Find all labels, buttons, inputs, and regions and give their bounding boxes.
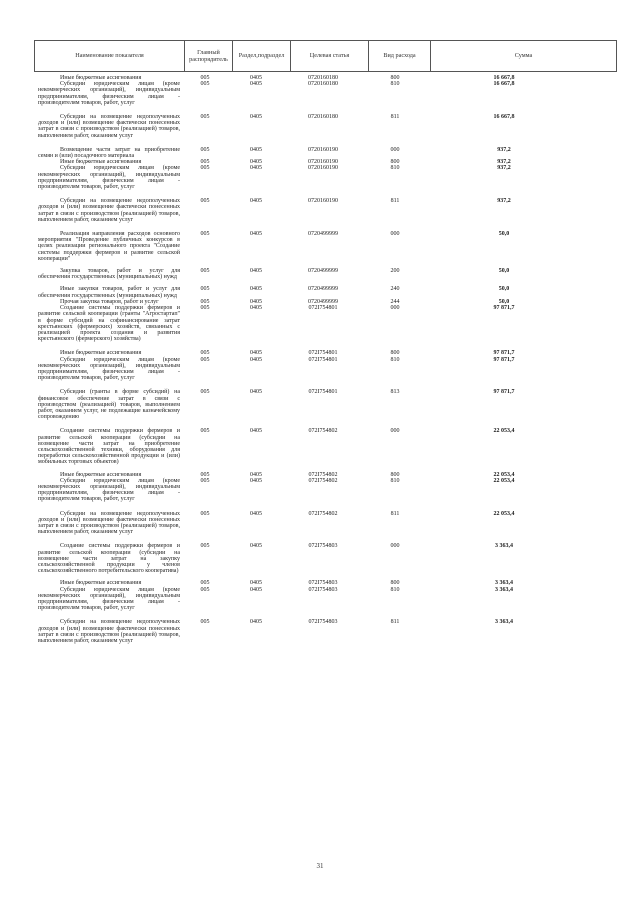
table-header — [34, 40, 617, 72]
row-expense-type: 810 — [390, 586, 400, 593]
row-sum: 937,2 — [497, 198, 511, 205]
row-section: 0405 — [250, 231, 262, 238]
row-section: 0405 — [250, 268, 262, 275]
row-sum: 22 053,4 — [493, 471, 515, 478]
table-row — [34, 389, 616, 420]
header-section: Раздел,подраздел — [233, 41, 291, 72]
row-section: 0405 — [250, 165, 262, 172]
row-expense-type: 000 — [390, 146, 400, 153]
row-target-article: 072I754801 — [308, 389, 338, 396]
row-sum: 97 871,7 — [493, 356, 515, 363]
table-row — [34, 81, 616, 106]
page-number: 31 — [316, 862, 324, 870]
table-row — [34, 478, 616, 503]
table-row — [34, 619, 616, 644]
row-main-manager: 005 — [200, 356, 210, 363]
row-section: 0405 — [250, 586, 262, 593]
row-section: 0405 — [250, 159, 262, 166]
row-name: Закупка товаров, работ и услуг для обеспечения государственных (муниципальных) нужд — [38, 268, 180, 281]
row-name: Создание системы поддержки фермеров и развитие сельской кооперации (субсидии на возмещение части затрат на приобретение сельскохозяйственной техники, оборудования для переработки сельскохозяйственной продукции и (или) мобильных торговых объектов) — [38, 428, 180, 466]
row-sum: 937,2 — [497, 146, 511, 153]
row-target-article: 072I754801 — [308, 305, 338, 312]
row-main-manager: 005 — [200, 114, 210, 121]
row-name: Субсидии юридическим лицам (кроме некоммерческих организаций), индивидуальным предпринимателям, физическим лицам - производителям товаров, работ, услуг — [38, 586, 180, 612]
row-section: 0405 — [250, 356, 262, 363]
row-expense-type: 800 — [390, 471, 400, 478]
row-expense-type: 800 — [390, 580, 400, 587]
row-expense-type: 810 — [390, 477, 400, 484]
row-name: Иные бюджетные ассигнования — [60, 471, 142, 478]
row-target-article: 0720499999 — [308, 286, 338, 293]
row-section: 0405 — [250, 298, 262, 305]
table-row — [34, 286, 616, 298]
row-section: 0405 — [250, 350, 262, 357]
row-main-manager: 005 — [200, 81, 210, 88]
table-row — [34, 147, 616, 159]
row-main-manager: 005 — [200, 477, 210, 484]
row-main-manager: 005 — [200, 543, 210, 550]
row-sum: 16 667,8 — [493, 81, 515, 88]
row-section: 0405 — [250, 198, 262, 205]
row-section: 0405 — [250, 389, 262, 396]
row-main-manager: 005 — [200, 165, 210, 172]
row-target-article: 072I754803 — [308, 580, 338, 587]
table-row — [34, 428, 616, 465]
row-expense-type: 810 — [390, 165, 400, 172]
row-name: Создание системы поддержки фермеров и развитие сельской кооперации (субсидии на возмещение части затрат на закупку сельскохозяйственной продукции у членов сельскохозяйственного потребительского кооператива) — [38, 543, 180, 575]
row-expense-type: 244 — [390, 298, 400, 305]
row-target-article: 0720499999 — [308, 298, 338, 305]
row-name: Создание системы поддержки фермеров и развитие сельской кооперации (гранты "Агростартап" в форме субсидий на софинансирование затрат крестьянских (фермерских) хозяйств, связанных с реализацией проекта создания и развития крестьянского (фермерского) хозяйства) — [38, 305, 180, 343]
row-section: 0405 — [250, 75, 262, 81]
row-expense-type: 800 — [390, 159, 400, 166]
row-main-manager: 005 — [200, 389, 210, 396]
table-body — [34, 75, 616, 644]
row-name: Прочая закупка товаров, работ и услуг — [60, 298, 159, 305]
table-row — [34, 587, 616, 612]
table-row — [34, 114, 616, 139]
row-section: 0405 — [250, 81, 262, 88]
header-sum: Сумма — [431, 41, 617, 72]
row-main-manager: 005 — [200, 231, 210, 238]
row-main-manager: 005 — [200, 305, 210, 312]
table-row — [34, 357, 616, 382]
row-sum: 937,2 — [497, 159, 511, 166]
row-main-manager: 005 — [200, 75, 210, 81]
row-section: 0405 — [250, 114, 262, 121]
row-expense-type: 810 — [390, 81, 400, 88]
row-name: Возмещение части затрат на приобретение семян и (или) посадочного материала — [38, 146, 180, 160]
row-expense-type: 800 — [390, 75, 400, 81]
table-row — [34, 198, 616, 223]
row-main-manager: 005 — [200, 159, 210, 166]
row-name: Реализация направления расходов основного мероприятия "Проведение публичных конкурсов в целях реализации регионального проекта "Создание системы поддержки фермеров и развитие сельской кооперации" — [38, 231, 180, 262]
row-name: Субсидии юридическим лицам (кроме некоммерческих организаций), индивидуальным предпринимателям, физическим лицам - производителям товаров, работ, услуг — [38, 477, 180, 503]
table-row — [34, 231, 616, 262]
row-main-manager: 005 — [200, 510, 210, 517]
row-sum: 22 053,4 — [493, 510, 515, 517]
row-target-article: 0720160180 — [308, 81, 338, 88]
row-target-article: 072I754802 — [308, 471, 338, 478]
row-target-article: 0720160190 — [308, 146, 338, 153]
row-target-article: 0720160190 — [308, 165, 338, 172]
row-section: 0405 — [250, 580, 262, 587]
document-page — [34, 40, 616, 644]
row-expense-type: 813 — [390, 389, 400, 396]
row-name: Субсидии на возмещение недополученных доходов и (или) возмещение фактически понесенных затрат в связи с производством (реализацией) товаров, выполнением работ, оказанием услуг — [38, 619, 180, 645]
row-section: 0405 — [250, 146, 262, 153]
row-main-manager: 005 — [200, 428, 210, 435]
row-expense-type: 000 — [390, 305, 400, 312]
row-expense-type: 811 — [390, 198, 400, 205]
row-name: Субсидии на возмещение недополученных доходов и (или) возмещение фактически понесенных затрат в связи с производством (реализацией) товаров, выполнением работ, оказанием услуг — [38, 114, 180, 139]
row-name: Иные бюджетные ассигнования — [60, 350, 142, 357]
row-name: Иные бюджетные ассигнования — [60, 75, 142, 81]
table-row — [34, 268, 616, 280]
row-main-manager: 005 — [200, 268, 210, 275]
row-sum: 937,2 — [497, 165, 511, 172]
row-main-manager: 005 — [200, 146, 210, 153]
row-expense-type: 800 — [390, 350, 400, 357]
row-name: Субсидии на возмещение недополученных доходов и (или) возмещение фактически понесенных затрат в связи с производством (реализацией) товаров, выполнением работ, оказанием услуг — [38, 510, 180, 536]
row-sum: 16 667,8 — [493, 114, 515, 121]
row-expense-type: 811 — [390, 510, 400, 517]
row-sum: 3 363,4 — [495, 580, 513, 587]
row-sum: 97 871,7 — [493, 350, 515, 357]
row-sum: 3 363,4 — [495, 619, 513, 626]
row-target-article: 0720160180 — [308, 114, 338, 121]
header-expense-type: Вид расхода — [369, 41, 431, 72]
row-section: 0405 — [250, 428, 262, 435]
row-sum: 22 053,4 — [493, 477, 515, 484]
row-target-article: 0720499999 — [308, 231, 338, 238]
row-expense-type: 811 — [390, 114, 400, 121]
table-row — [34, 543, 616, 574]
row-section: 0405 — [250, 543, 262, 550]
header-name: Наименование показателя — [35, 41, 185, 72]
row-target-article: 0720160190 — [308, 159, 338, 166]
row-section: 0405 — [250, 477, 262, 484]
row-main-manager: 005 — [200, 580, 210, 587]
row-name: Субсидии юридическим лицам (кроме некоммерческих организаций), индивидуальным предпринимателям, физическим лицам - производителям товаров, работ, услуг — [38, 165, 180, 191]
row-name: Субсидии на возмещение недополученных доходов и (или) возмещение фактически понесенных затрат в связи с производством (реализацией) товаров, выполнением работ, оказанием услуг — [38, 198, 180, 223]
row-sum: 3 363,4 — [495, 586, 513, 593]
row-sum: 3 363,4 — [495, 543, 513, 550]
row-target-article: 0720160190 — [308, 198, 338, 205]
row-sum: 50,0 — [498, 298, 510, 305]
row-main-manager: 005 — [200, 298, 210, 305]
row-section: 0405 — [250, 510, 262, 517]
row-name: Иные бюджетные ассигнования — [60, 159, 142, 166]
row-target-article: 072I754803 — [308, 543, 338, 550]
row-main-manager: 005 — [200, 586, 210, 593]
row-expense-type: 811 — [390, 619, 400, 626]
row-expense-type: 200 — [390, 268, 400, 275]
row-section: 0405 — [250, 305, 262, 312]
row-main-manager: 005 — [200, 619, 210, 626]
table-row — [34, 305, 616, 342]
row-name: Иные бюджетные ассигнования — [60, 580, 142, 587]
row-target-article: 0720160180 — [308, 75, 338, 81]
row-target-article: 0720499999 — [308, 268, 338, 275]
row-sum: 22 053,4 — [493, 428, 515, 435]
row-sum: 50,0 — [498, 286, 510, 293]
row-expense-type: 000 — [390, 231, 400, 238]
row-expense-type: 810 — [390, 356, 400, 363]
row-target-article: 072I754801 — [308, 350, 338, 357]
header-main-manager: Главный распорядитель — [185, 41, 233, 72]
row-expense-type: 000 — [390, 543, 400, 550]
row-name: Субсидии (гранты в форме субсидий) на финансовое обеспечение затрат в связи с производством (реализацией) товаров, выполнением работ, оказанием услуг, не подлежащие казначейскому сопровождению — [38, 389, 180, 421]
row-sum: 50,0 — [498, 268, 510, 275]
row-name: Иные закупки товаров, работ и услуг для обеспечения государственных (муниципальных) нужд — [38, 286, 180, 299]
table-row — [34, 511, 616, 536]
row-name: Субсидии юридическим лицам (кроме некоммерческих организаций), индивидуальным предпринимателям, физическим лицам - производителям товаров, работ, услуг — [38, 356, 180, 382]
row-target-article: 072I754802 — [308, 510, 338, 517]
row-target-article: 072I754803 — [308, 619, 338, 626]
row-target-article: 072I754802 — [308, 477, 338, 484]
row-target-article: 072I754802 — [308, 428, 338, 435]
row-section: 0405 — [250, 619, 262, 626]
row-section: 0405 — [250, 286, 262, 293]
table-row — [34, 165, 616, 190]
row-target-article: 072I754803 — [308, 586, 338, 593]
row-main-manager: 005 — [200, 286, 210, 293]
row-sum: 97 871,7 — [493, 305, 515, 312]
row-name: Субсидии юридическим лицам (кроме некоммерческих организаций), индивидуальным предпринимателям, физическим лицам - производителям товаров, работ, услуг — [38, 81, 180, 106]
row-main-manager: 005 — [200, 198, 210, 205]
row-sum: 16 667,8 — [493, 75, 515, 81]
row-sum: 50,0 — [498, 231, 510, 238]
row-main-manager: 005 — [200, 350, 210, 357]
header-target-article: Целевая статья — [291, 41, 369, 72]
row-expense-type: 000 — [390, 428, 400, 435]
row-expense-type: 240 — [390, 286, 400, 293]
row-main-manager: 005 — [200, 471, 210, 478]
row-section: 0405 — [250, 471, 262, 478]
row-target-article: 072I754801 — [308, 356, 338, 363]
row-sum: 97 871,7 — [493, 389, 515, 396]
